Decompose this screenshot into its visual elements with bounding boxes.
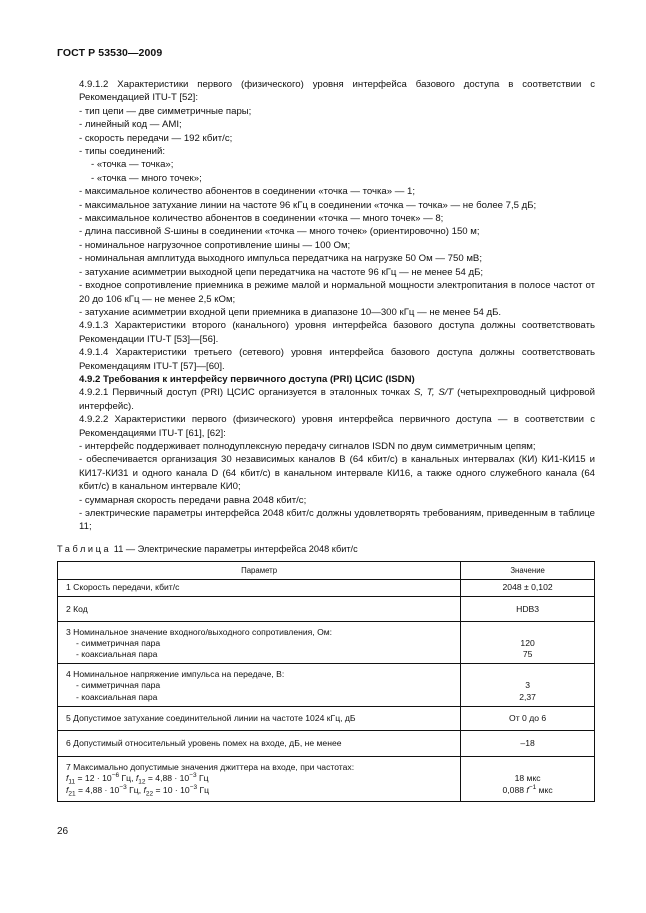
text-run: - длина пассивной xyxy=(79,226,164,238)
table-caption xyxy=(57,544,358,554)
text-run: -шины в соединении «точка — много точек» (ориентировочно) 150 м; xyxy=(170,226,480,238)
param-cell: 2 Код xyxy=(58,597,461,621)
param-subitem: - симметричная пара xyxy=(76,637,161,648)
list-item: - электрические параметры интерфейса 2048 кбит/с должны удовлетворять требованиям, приведенным в таблице 11; xyxy=(79,508,595,533)
list-item: - обеспечивается организация 30 независимых каналов В (64 кбит/с) в канальных интервалах (КИ) КИ1-КИ15 и КИ17-КИ31 и одного канала D (64 кбит/с) в канальном интервале КИ16, а также одного служебного канала (64 кбит/с) в канальном интервале КИ0; xyxy=(79,454,595,493)
table-row xyxy=(58,621,595,664)
param-subitem: - коаксиальная пара xyxy=(76,649,158,660)
value-line: 18 мкс xyxy=(514,773,541,784)
list-item: - максимальное затухание линии на частоте 96 кГц в соединении «точка — точка» — не более 7,5 дБ; xyxy=(79,199,537,211)
paragraph-4-9-2-2: 4.9.2.2 Характеристики первого (физического) уровня интерфейса первичного доступа — в соответствии с Рекомендациями ITU-T [61], [62]: xyxy=(79,414,595,439)
param-text: 4 Номинальное напряжение импульса на передаче, В: xyxy=(66,669,285,680)
table-row xyxy=(58,757,595,802)
table-caption-word: Таблица xyxy=(57,544,112,554)
list-item: - скорость передачи — 192 кбит/с; xyxy=(79,132,233,144)
param-text: 3 Номинальное значение входного/выходного сопротивления, Ом: xyxy=(66,626,333,637)
table-row xyxy=(58,597,595,621)
param-cell: 5 Допустимое затухание соединительной линии на частоте 1024 кГц, дБ xyxy=(58,706,461,730)
value-cell: 2048 ± 0,102 xyxy=(461,580,595,597)
list-item: - входное сопротивление приемника в режиме малой и нормальной мощности электропитания в полосе частот от 20 до 106 кГц — не менее 2,5 кОм; xyxy=(79,280,595,305)
value-cell xyxy=(461,757,595,802)
value-line: 75 xyxy=(522,649,533,660)
paragraph-4-9-1-2: 4.9.1.2 Характеристики первого (физического) уровня интерфейса базового доступа в соответствии с Рекомендацией ITU-T [52]: xyxy=(79,79,595,104)
list-item: - затухание асимметрии выходной цепи передатчика на частоте 96 кГц — не менее 54 дБ; xyxy=(79,266,484,278)
frequency-formula: $f_{21} = 4,88 \cdot 10^{-3}$ Гц, $f_{22} = 10 \cdot 10^{-3}$ Гц xyxy=(66,783,210,798)
paragraph-4-9-2-1 xyxy=(57,386,595,413)
table-11-electrical-parameters xyxy=(57,561,595,802)
value-cell: HDB3 xyxy=(461,597,595,621)
value-cell: От 0 до 6 xyxy=(461,706,595,730)
frequency-formula: $f_{11} = 12 \cdot 10^{-6}$ Гц, $f_{12} = 4,88 \cdot 10^{-3}$ Гц xyxy=(66,772,209,787)
param-cell xyxy=(58,621,461,664)
list-item: - суммарная скорость передачи равна 2048 кбит/с; xyxy=(79,494,307,506)
list-subitem: - «точка — много точек»; xyxy=(91,172,202,184)
value-line: 3 xyxy=(525,680,530,691)
list-item: - линейный код — AMI; xyxy=(79,119,182,131)
section-heading-4-9-2: 4.9.2 Требования к интерфейсу первичного доступа (PRI) ЦСИС (ISDN) xyxy=(79,373,415,385)
page-number: 26 xyxy=(57,826,69,837)
value-cell xyxy=(461,664,595,707)
column-header-parameter: Параметр xyxy=(58,562,461,580)
body-text xyxy=(57,78,595,534)
page-header-standard-number: ГОСТ Р 53530—2009 xyxy=(57,47,163,59)
list-item: - тип цепи — две симметричные пары; xyxy=(79,105,252,117)
list-item: - номинальная амплитуда выходного импульса передатчика на нагрузке 50 Ом — 750 мВ; xyxy=(79,253,482,265)
list-subitem: - «точка — точка»; xyxy=(91,159,174,171)
table-row xyxy=(58,731,595,757)
value-line: 2,37 xyxy=(519,691,536,702)
list-item: - типы соединений: xyxy=(79,146,166,158)
table-row xyxy=(58,580,595,597)
param-subitem: - симметричная пара xyxy=(76,680,161,691)
list-item: - максимальное количество абонентов в соединении «точка — точка» — 1; xyxy=(79,186,416,198)
text-run: 4.9.2.1 Первичный доступ (PRI) ЦСИС организуется в эталонных точках xyxy=(79,387,414,399)
table-header-row xyxy=(58,562,595,580)
value-cell: –18 xyxy=(461,731,595,757)
text-run: (четырехпроводный цифровой интерфейс). xyxy=(79,387,595,412)
italic-points: S, T, S/T xyxy=(413,387,454,399)
list-item: - затухание асимметрии входной цепи приемника в диапазоне 10—300 кГц — не менее 54 дБ. xyxy=(79,306,502,318)
param-cell: 1 Скорость передачи, кбит/с xyxy=(58,580,461,597)
table-row xyxy=(58,706,595,730)
value-line: 120 xyxy=(520,637,535,648)
paragraph-4-9-1-4: 4.9.1.4 Характеристики третьего (сетевого) уровня интерфейса базового доступа должны соответствовать Рекомендациям ITU-T [57]—[60]. xyxy=(79,347,595,372)
param-subitem: - коаксиальная пара xyxy=(76,691,158,702)
list-item: - номинальное нагрузочное сопротивление шины — 100 Ом; xyxy=(79,239,351,251)
param-text: 7 Максимально допустимые значения джиттера на входе, при частотах: xyxy=(66,762,355,773)
list-item xyxy=(57,225,595,238)
value-cell xyxy=(461,621,595,664)
param-cell xyxy=(58,757,461,802)
table-row xyxy=(58,664,595,707)
column-header-value: Значение xyxy=(461,562,595,580)
italic-s: S xyxy=(163,226,171,238)
list-item: - максимальное количество абонентов в соединении «точка — много точек» — 8; xyxy=(79,213,444,225)
param-cell xyxy=(58,664,461,707)
list-item: - интерфейс поддерживает полнодуплексную передачу сигналов ISDN по двум симметричным цепям; xyxy=(79,440,536,452)
table-caption-title: 11 — Электрические параметры интерфейса 2048 кбит/с xyxy=(111,544,358,554)
param-cell: 6 Допустимый относительный уровень помех на входе, дБ, не менее xyxy=(58,731,461,757)
value-line: 0,088 $f^{-1}$ мкс xyxy=(502,783,553,795)
paragraph-4-9-1-3: 4.9.1.3 Характеристики второго (канального) уровня интерфейса базового доступа должны соответствовать Рекомендации ITU-T [53]—[56]. xyxy=(79,320,595,345)
